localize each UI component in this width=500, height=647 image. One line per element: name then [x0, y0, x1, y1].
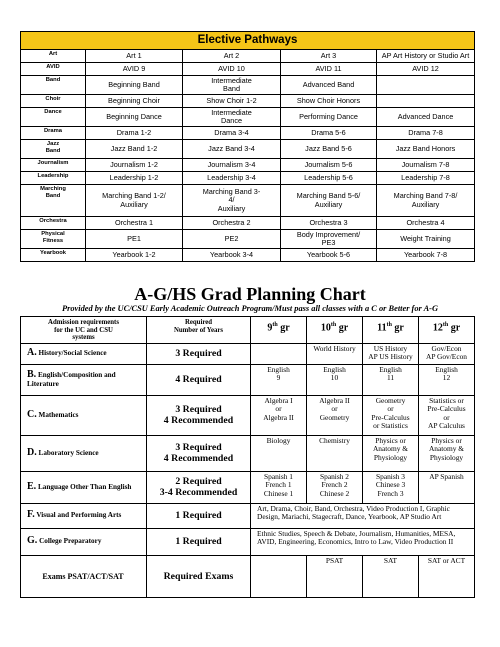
elective-row-label: Marching Band — [21, 185, 86, 217]
elective-row-label: Art — [21, 50, 86, 63]
elective-row — [21, 63, 475, 76]
exam-cell: SAT or ACT — [419, 555, 475, 597]
subject-letter: G. — [27, 535, 38, 547]
elective-title: Elective Pathways — [21, 32, 475, 50]
ag-row — [21, 395, 475, 435]
course-list: Ethnic Studies, Speech & Debate, Journalism, Humanities, MESA, AVID, Engineering, Economics, Intro to Law, Video Production II — [251, 528, 475, 555]
exams-row — [21, 555, 475, 597]
exam-cell: SAT — [363, 555, 419, 597]
exams-required: Required Exams — [147, 555, 251, 597]
elective-cell: Advanced Dance — [377, 108, 475, 127]
elective-cell: Drama 5-6 — [281, 127, 377, 140]
subject-letter: C. — [27, 408, 37, 420]
elective-cell: Orchestra 3 — [281, 217, 377, 230]
exam-cell: PSAT — [307, 555, 363, 597]
elective-cell: Art 3 — [281, 50, 377, 63]
elective-cell: Orchestra 1 — [86, 217, 183, 230]
subject-name: Mathematics — [38, 410, 79, 419]
ag-row — [21, 528, 475, 555]
elective-cell — [377, 76, 475, 95]
elective-cell: AVID 12 — [377, 63, 475, 76]
elective-cell: Leadership 7-8 — [377, 172, 475, 185]
elective-cell: Advanced Band — [281, 76, 377, 95]
subject-letter: B. — [27, 369, 37, 380]
elective-cell: PE2 — [183, 230, 281, 249]
elective-cell: Marching Band 1-2/ Auxiliary — [86, 185, 183, 217]
chart-title: A-G/HS Grad Planning Chart — [134, 284, 366, 304]
elective-cell: Leadership 1-2 — [86, 172, 183, 185]
elective-cell: Yearbook 1-2 — [86, 249, 183, 262]
subject-cell — [21, 471, 147, 503]
elective-row — [21, 140, 475, 159]
elective-cell: Jazz Band 1-2 — [86, 140, 183, 159]
course-cell: Spanish 2 French 2 Chinese 2 — [307, 471, 363, 503]
elective-row-label: Dance — [21, 108, 86, 127]
subject-letter: A. — [27, 347, 37, 359]
grade-12-header: 12th gr — [419, 317, 475, 344]
subject-letter: E. — [27, 480, 37, 492]
elective-cell: Marching Band 7-8/ Auxiliary — [377, 185, 475, 217]
elective-row — [21, 50, 475, 63]
course-cell: World History — [307, 343, 363, 364]
course-cell: English 10 — [307, 364, 363, 395]
elective-row — [21, 172, 475, 185]
required-years: 3 Required — [147, 343, 251, 364]
course-cell: Statistics or Pre-Calculus or AP Calculus — [419, 395, 475, 435]
elective-cell: Beginning Band — [86, 76, 183, 95]
elective-cell: Weight Training — [377, 230, 475, 249]
elective-cell: Yearbook 5-6 — [281, 249, 377, 262]
elective-row-label: Drama — [21, 127, 86, 140]
ag-row — [21, 343, 475, 364]
required-years: 1 Required — [147, 528, 251, 555]
elective-cell: Journalism 3-4 — [183, 159, 281, 172]
elective-cell: Jazz Band 3-4 — [183, 140, 281, 159]
elective-row-label: Journalism — [21, 159, 86, 172]
elective-row-label: AVID — [21, 63, 86, 76]
elective-row — [21, 230, 475, 249]
exam-cell — [251, 555, 307, 597]
required-years: 2 Required 3-4 Recommended — [147, 471, 251, 503]
subject-name: Laboratory Science — [38, 448, 99, 457]
elective-cell: Jazz Band 5-6 — [281, 140, 377, 159]
elective-cell: PE1 — [86, 230, 183, 249]
course-cell: English 12 — [419, 364, 475, 395]
admission-header: Admission requirements for the UC and CSU systems — [21, 317, 147, 344]
elective-row — [21, 95, 475, 108]
course-cell: Biology — [251, 435, 307, 471]
course-cell: English 9 — [251, 364, 307, 395]
elective-row — [21, 127, 475, 140]
subject-name: College Preparatory — [39, 537, 102, 546]
course-cell: English 11 — [363, 364, 419, 395]
course-cell: Geometry or Pre-Calculus or Statistics — [363, 395, 419, 435]
elective-cell: Journalism 7-8 — [377, 159, 475, 172]
course-cell: Gov/Econ AP Gov/Econ — [419, 343, 475, 364]
elective-cell: Marching Band 5-6/ Auxiliary — [281, 185, 377, 217]
elective-cell: AVID 9 — [86, 63, 183, 76]
course-cell: AP Spanish — [419, 471, 475, 503]
subject-cell — [21, 364, 147, 395]
course-cell: Chemistry — [307, 435, 363, 471]
elective-cell: Performing Dance — [281, 108, 377, 127]
elective-row — [21, 217, 475, 230]
subject-cell — [21, 503, 147, 528]
course-cell: Algebra II or Geometry — [307, 395, 363, 435]
subject-letter: D. — [27, 446, 37, 458]
grade-9-header: 9th gr — [251, 317, 307, 344]
elective-row-label: Choir — [21, 95, 86, 108]
ag-row — [21, 503, 475, 528]
elective-row — [21, 159, 475, 172]
elective-cell: Art 2 — [183, 50, 281, 63]
ag-row — [21, 435, 475, 471]
elective-row — [21, 76, 475, 95]
subject-cell — [21, 435, 147, 471]
elective-cell: Drama 7-8 — [377, 127, 475, 140]
course-cell — [251, 343, 307, 364]
elective-cell: Journalism 5-6 — [281, 159, 377, 172]
elective-cell: Beginning Dance — [86, 108, 183, 127]
elective-row-label: Orchestra — [21, 217, 86, 230]
grade-11-header: 11th gr — [363, 317, 419, 344]
elective-row-label: Leadership — [21, 172, 86, 185]
elective-cell: Journalism 1-2 — [86, 159, 183, 172]
elective-cell: Leadership 5-6 — [281, 172, 377, 185]
elective-cell: AVID 11 — [281, 63, 377, 76]
subject-name: English/Composition and Literature — [27, 371, 116, 388]
elective-cell — [377, 95, 475, 108]
course-cell: Physics or Anatomy & Physiology — [363, 435, 419, 471]
required-years: 1 Required — [147, 503, 251, 528]
ag-row — [21, 364, 475, 395]
exams-label: Exams PSAT/ACT/SAT — [21, 555, 147, 597]
elective-cell: Orchestra 2 — [183, 217, 281, 230]
elective-row — [21, 108, 475, 127]
elective-row — [21, 185, 475, 217]
ag-row — [21, 471, 475, 503]
elective-row — [21, 249, 475, 262]
grade-10-header: 10th gr — [307, 317, 363, 344]
elective-cell: Marching Band 3- 4/ Auxiliary — [183, 185, 281, 217]
subject-cell — [21, 343, 147, 364]
subject-name: Visual and Performing Arts — [36, 511, 122, 520]
course-list: Art, Drama, Choir, Band, Orchestra, Video Production I, Graphic Design, Mariachi, Stagecraft, Dance, Yearbook, AP Studio Art — [251, 503, 475, 528]
elective-cell: Drama 1-2 — [86, 127, 183, 140]
course-cell: Physics or Anatomy & Physiology — [419, 435, 475, 471]
elective-cell: Jazz Band Honors — [377, 140, 475, 159]
elective-row-label: Physical Fitness — [21, 230, 86, 249]
elective-cell: Intermediate Dance — [183, 108, 281, 127]
elective-cell: Show Choir 1-2 — [183, 95, 281, 108]
subject-name: History/Social Science — [38, 349, 107, 358]
elective-cell: Art 1 — [86, 50, 183, 63]
required-header: Required Number of Years — [147, 317, 251, 344]
elective-cell: Orchestra 4 — [377, 217, 475, 230]
elective-cell: Yearbook 3-4 — [183, 249, 281, 262]
course-cell: Spanish 3 Chinese 3 French 3 — [363, 471, 419, 503]
elective-cell: Show Choir Honors — [281, 95, 377, 108]
elective-cell: Yearbook 7-8 — [377, 249, 475, 262]
elective-row-label: Band — [21, 76, 86, 95]
course-cell: Algebra I or Algebra II — [251, 395, 307, 435]
elective-cell: AP Art History or Studio Art — [377, 50, 475, 63]
required-years: 3 Required 4 Recommended — [147, 395, 251, 435]
elective-cell: AVID 10 — [183, 63, 281, 76]
ag-header-row — [21, 317, 475, 344]
required-years: 4 Required — [147, 364, 251, 395]
subject-name: Language Other Than English — [37, 482, 132, 491]
subject-letter: F. — [27, 509, 35, 521]
subject-cell — [21, 395, 147, 435]
course-cell: Spanish 1 French 1 Chinese 1 — [251, 471, 307, 503]
chart-subtitle: Provided by the UC/CSU Early Academic Outreach Program/Must pass all classes with a C or Better for A-G — [61, 304, 439, 313]
elective-cell: Leadership 3-4 — [183, 172, 281, 185]
elective-cell: Intermediate Band — [183, 76, 281, 95]
ag-planning-table — [20, 316, 475, 598]
elective-row-label: Jazz Band — [21, 140, 86, 159]
elective-cell: Beginning Choir — [86, 95, 183, 108]
required-years: 3 Required 4 Recommended — [147, 435, 251, 471]
subject-cell — [21, 528, 147, 555]
course-cell: US History AP US History — [363, 343, 419, 364]
elective-cell: Body Improvement/ PE3 — [281, 230, 377, 249]
elective-pathways-table — [20, 31, 475, 262]
elective-row-label: Yearbook — [21, 249, 86, 262]
elective-header-row — [21, 32, 475, 50]
elective-cell: Drama 3-4 — [183, 127, 281, 140]
